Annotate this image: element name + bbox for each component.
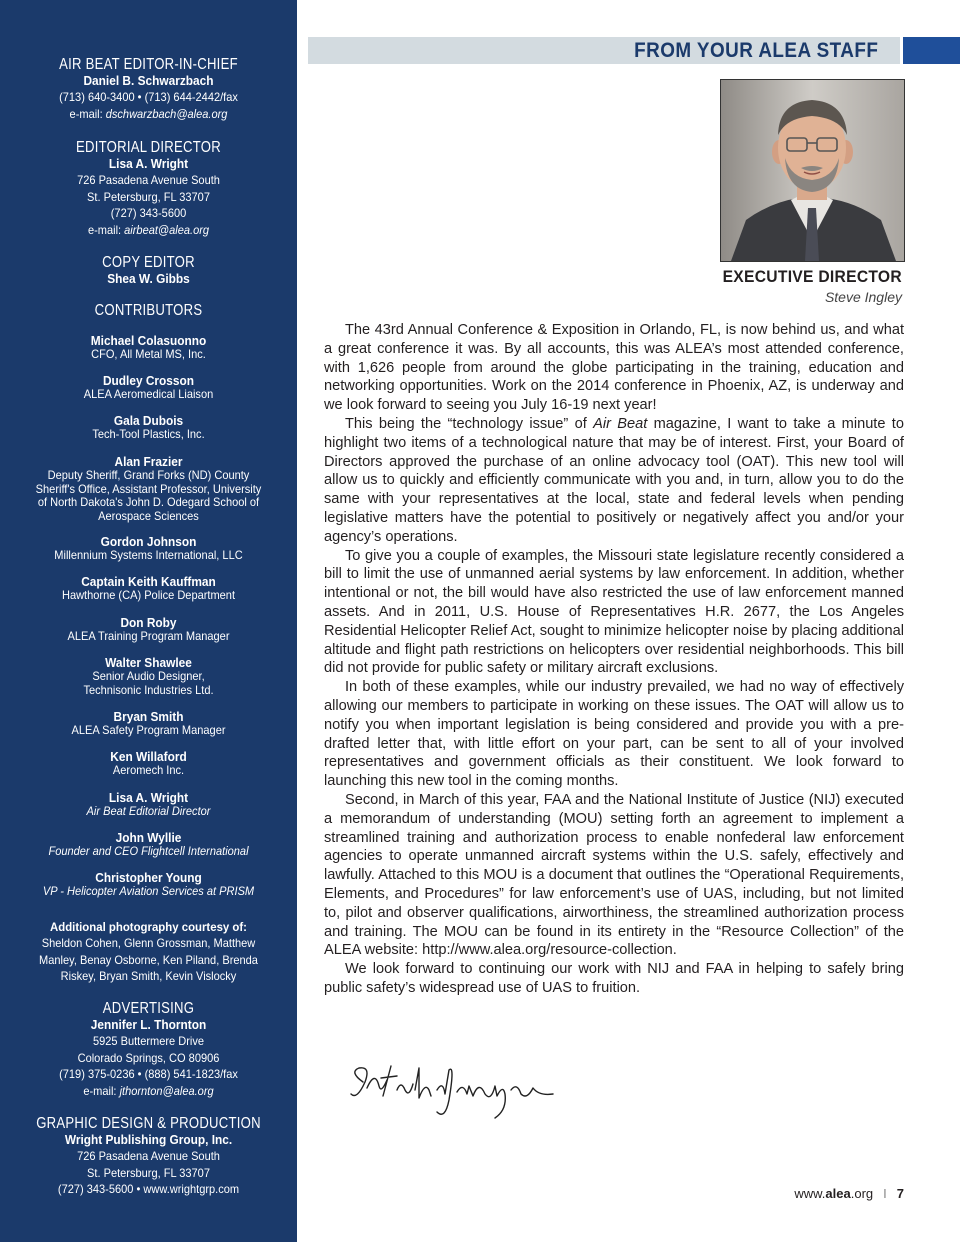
contributor-name: Captain Keith Kauffman	[81, 575, 216, 589]
section-title: FROM YOUR ALEA STAFF	[633, 39, 878, 62]
paragraph: In both of these examples, while our industry prevailed, we had no way of effectively allowing our members to participate in working on these issues. The OAT will allow us to notify you when important legislation is being considered and provide you with a pre-drafted letter that, with little effort on your part, can be sent to all of your involved representatives and government officials as their constituent. We look forward to launching this new tool in the coming months.	[324, 679, 904, 790]
photography-credits-heading: Additional photography courtesy of:	[50, 920, 247, 934]
photography-credits-line: Riskey, Bryan Smith, Kevin Vislocky	[60, 969, 237, 983]
page-footer	[794, 1186, 904, 1201]
page-number: 7	[896, 1186, 904, 1201]
contributor-name: Lisa A. Wright	[108, 791, 189, 805]
contributor-role: Tech-Tool Plastics, Inc.	[92, 427, 205, 441]
paragraph: Second, in March of this year, FAA and the National Institute of Justice (NIJ) executed a memorandum of understanding (MOU) setting forth an agreement to implement a streamlined training and authorization process to enable nonfederal law enforcement agencies to operate unmanned aircraft systems within the U.S. safely, effectively and lawfully. Attached to this MOU is a document that outlines the “Operational Requirements, Elements, and Procedures” for law enforcement’s use of UAS, including, but not limited to, pilot and observer qualifications, airworthiness, the streamlined authorization process and training. The MOU can be found in its entirety in the “Resource Collection” of the ALEA website: http://www.alea.org/resource-collection.	[324, 791, 904, 959]
editor-in-chief-name: Daniel B. Schwarzbach	[83, 74, 214, 88]
contributor-role: ALEA Training Program Manager	[67, 629, 230, 643]
graphic-design-address1: 726 Pasadena Avenue South	[77, 1149, 220, 1163]
copy-editor-block	[0, 254, 297, 287]
editorial-director-email[interactable]: airbeat@alea.org	[124, 222, 210, 237]
copy-editor-name: Shea W. Gibbs	[107, 272, 190, 286]
contributor-name: Bryan Smith	[113, 710, 184, 724]
paragraph: The 43rd Annual Conference & Exposition in Orlando, FL, is now behind us, and what a great conference it was. By all accounts, this was ALEA’s most attended conference, with 1,626 people from around the globe participating in the training, education and networking opportunities. Work on the 2014 conference in Phoenix, AZ, is underway and we look forward to seeing you July 16-19 next year!	[324, 322, 904, 414]
header-accent-block	[903, 37, 960, 64]
executive-director-name: Steve Ingley	[824, 289, 902, 305]
footer-url-prefix: www.	[794, 1186, 826, 1201]
contributor-role: Aeromech Inc.	[112, 763, 185, 777]
editor-in-chief-email-line	[12, 106, 285, 123]
contributor-role: Deputy Sheriff, Grand Forks (ND) County Sheriff's Office, Assistant Professor, University of North Dakota's John D. Odegard School of Aerospace Sciences	[35, 468, 262, 523]
contributor-0	[0, 334, 297, 362]
advertising-block	[0, 1000, 297, 1099]
copy-editor-heading: COPY EDITOR	[102, 254, 195, 271]
advertising-heading: ADVERTISING	[102, 1000, 195, 1017]
contributor-1	[0, 374, 297, 402]
graphic-design-heading: GRAPHIC DESIGN & PRODUCTION	[36, 1115, 261, 1132]
editorial-director-heading: EDITORIAL DIRECTOR	[76, 139, 221, 156]
editor-in-chief-email[interactable]: dschwarzbach@alea.org	[105, 106, 228, 121]
graphic-design-phone: (727) 343-5600 • www.wrightgrp.com	[57, 1182, 240, 1196]
editorial-director-phone: (727) 343-5600	[110, 206, 187, 220]
contributor-name: Michael Colasuonno	[90, 334, 207, 348]
letter-body	[324, 321, 904, 998]
footer-url-domain: alea	[825, 1186, 851, 1201]
contributor-role: CFO, All Metal MS, Inc.	[91, 347, 206, 361]
contributor-name: Ken Willaford	[110, 750, 187, 764]
contributor-role: Senior Audio Designer, Technisonic Industries Ltd.	[83, 669, 214, 697]
executive-director-title: EXECUTIVE DIRECTOR	[722, 267, 902, 286]
contributor-name: Gordon Johnson	[100, 535, 197, 549]
editor-in-chief-heading: AIR BEAT EDITOR-IN-CHIEF	[59, 56, 238, 73]
contributor-2	[0, 414, 297, 442]
executive-director-photo	[720, 79, 905, 262]
paragraph: We look forward to continuing our work with NIJ and FAA in helping to safely bring public safety’s widespread use of UAS to fruition.	[324, 961, 904, 996]
contributor-name: Christopher Young	[95, 871, 202, 885]
contributor-11	[0, 831, 297, 859]
footer-url-suffix: .org	[850, 1186, 874, 1201]
contributor-4	[0, 535, 297, 563]
editorial-director-name: Lisa A. Wright	[108, 157, 189, 171]
photography-credits-line: Sheldon Cohen, Glenn Grossman, Matthew	[41, 936, 256, 950]
advertising-name: Jennifer L. Thornton	[90, 1018, 207, 1032]
advertising-email[interactable]: jthornton@alea.org	[119, 1083, 214, 1098]
paragraph: To give you a couple of examples, the Missouri state legislature recently considered a bill to limit the use of unmanned aerial systems by law enforcement. In addition, whether intentional or not, the bill would have also restricted the use of law enforcement manned assets. And in 2011, U.S. House of Representatives H.R. 2677, the Los Angeles Residential Helicopter Relief Act, sought to minimize helicopter noise by placing additional altitude and flight path restrictions on helicopters over residential neighborhoods. This bill did not provide for public safety or military aircraft exclusions.	[324, 547, 905, 677]
staff-sidebar	[0, 0, 297, 1242]
contributor-name: Walter Shawlee	[105, 656, 192, 670]
photography-credits-line: Manley, Benay Osborne, Ken Piland, Brenda	[39, 952, 258, 967]
paragraph-text: This being the “technology issue” of	[345, 415, 594, 432]
paragraph	[324, 415, 904, 547]
portrait-illustration	[721, 80, 904, 261]
contributor-3	[20, 455, 277, 523]
email-label: e-mail:	[87, 222, 125, 237]
contributor-role: Air Beat Editorial Director	[86, 804, 211, 818]
contributor-9	[0, 750, 297, 778]
section-header-bar	[308, 37, 900, 64]
contributor-role: VP - Helicopter Aviation Services at PRISM	[42, 884, 255, 898]
contributor-name: Gala Dubois	[113, 414, 184, 428]
contributor-10	[0, 791, 297, 819]
magazine-title: Air Beat	[593, 415, 648, 432]
contributors-heading: CONTRIBUTORS	[94, 302, 203, 319]
contributor-name: Alan Frazier	[114, 455, 183, 469]
contributor-name: Don Roby	[120, 616, 177, 630]
photography-credits-block	[0, 919, 297, 985]
editor-in-chief-phone: (713) 640-3400 • (713) 644-2442/fax	[59, 90, 238, 104]
contributor-7	[60, 656, 237, 697]
graphic-design-address2: St. Petersburg, FL 33707	[87, 1165, 210, 1180]
contributor-role: Founder and CEO Flightcell International	[48, 844, 249, 858]
contributor-role: ALEA Aeromedical Liaison	[83, 387, 214, 401]
contributor-5	[0, 575, 297, 603]
graphic-design-block	[0, 1115, 297, 1198]
signature-image	[345, 1060, 565, 1130]
editorial-director-address1: 726 Pasadena Avenue South	[77, 173, 220, 187]
editorial-director-block	[0, 139, 297, 238]
contributor-8	[0, 710, 297, 738]
paragraph-text: magazine, I want to take a minute to highlight two items of a technological nature that may be of interest. First, your Board of Directors approved the purchase of an online advocacy tool (OAT). This new tool will allow us to quickly and efficiently communicate with you and, in turn, allow you to do the same with your representatives at the local, state and federal levels when pending legislative matters have the potential to positively or negatively affect you and/or your agency’s operations.	[324, 415, 904, 545]
email-label: e-mail:	[69, 106, 106, 121]
editorial-director-address2: St. Petersburg, FL 33707	[87, 189, 210, 204]
email-label: e-mail:	[83, 1083, 120, 1098]
advertising-email-line	[12, 1083, 285, 1100]
editorial-director-email-line	[12, 222, 285, 239]
contributor-role: ALEA Safety Program Manager	[71, 723, 226, 737]
contributor-6	[0, 616, 297, 644]
contributor-name: John Wyllie	[115, 831, 182, 845]
advertising-address2: Colorado Springs, CO 80906	[77, 1050, 220, 1065]
graphic-design-name: Wright Publishing Group, Inc.	[64, 1133, 233, 1147]
editor-in-chief-block	[0, 56, 297, 122]
footer-separator: I	[883, 1186, 887, 1201]
contributor-role: Millennium Systems International, LLC	[54, 548, 243, 562]
contributor-role: Hawthorne (CA) Police Department	[61, 588, 236, 602]
contributor-12	[0, 871, 297, 899]
footer-url[interactable]	[794, 1186, 873, 1201]
advertising-phone: (719) 375-0236 • (888) 541-1823/fax	[59, 1067, 238, 1081]
contributors-heading-block	[0, 302, 297, 320]
contributor-name: Dudley Crosson	[102, 374, 195, 388]
advertising-address1: 5925 Buttermere Drive	[92, 1034, 205, 1048]
